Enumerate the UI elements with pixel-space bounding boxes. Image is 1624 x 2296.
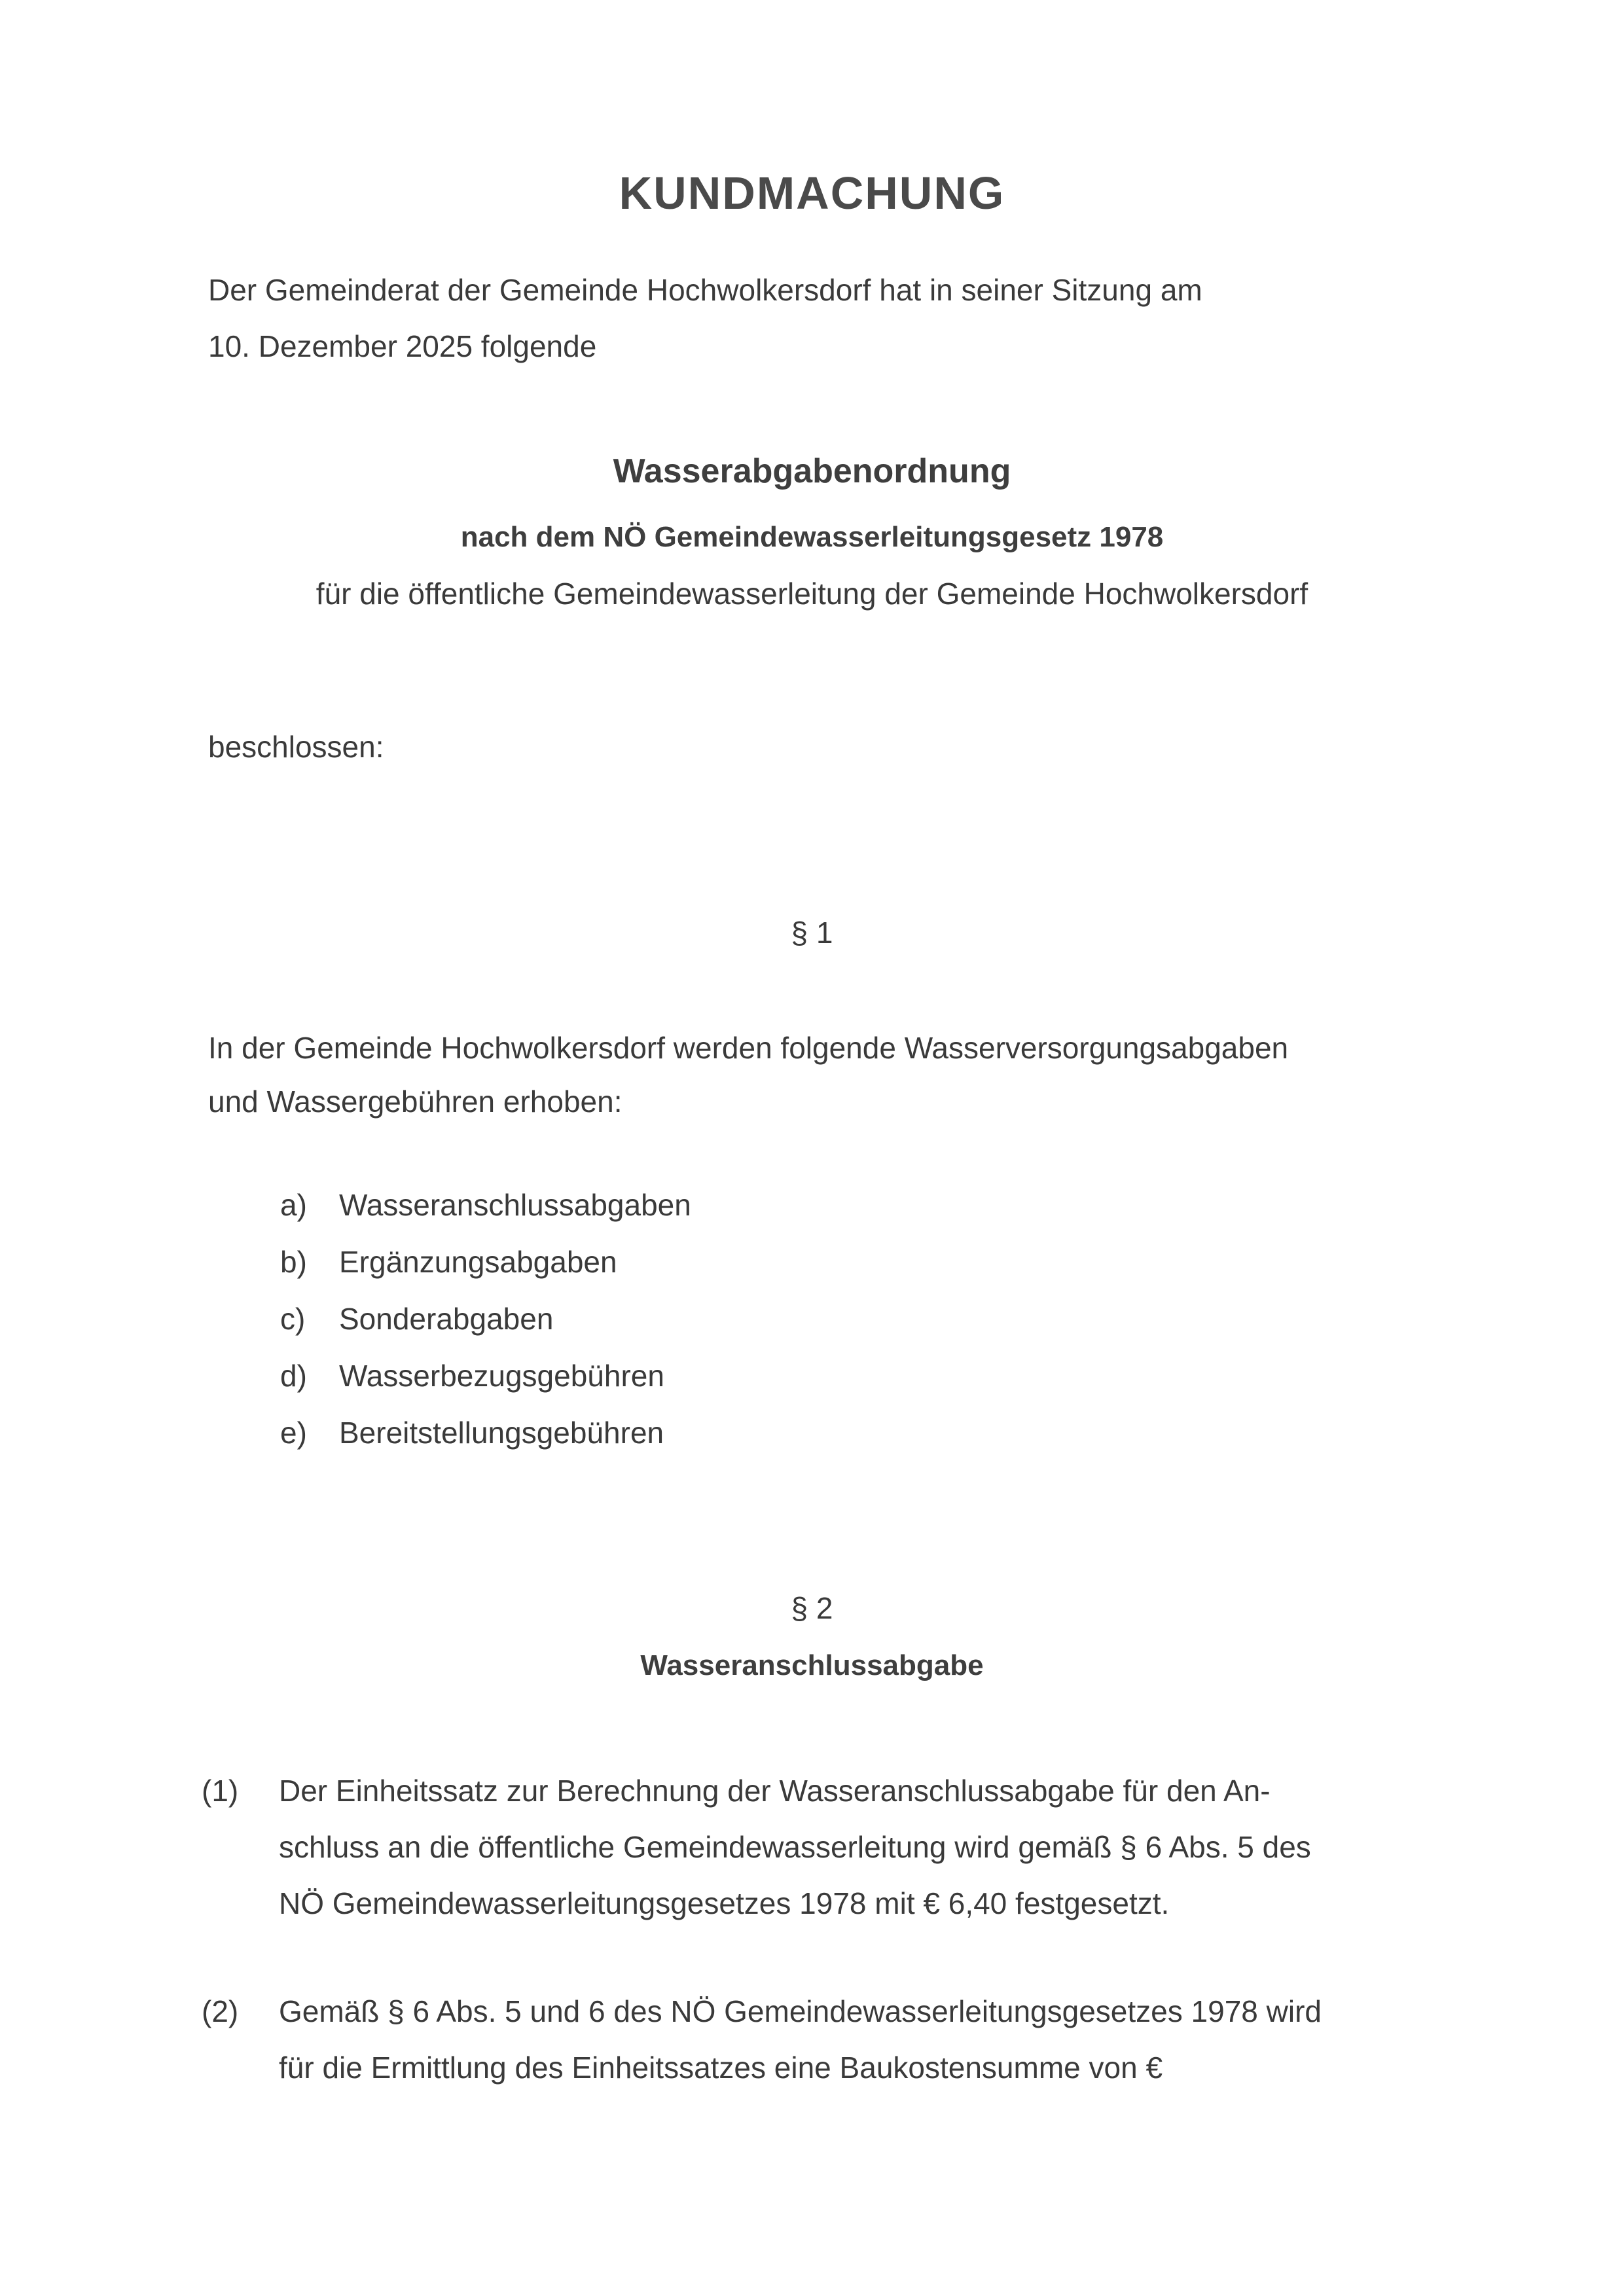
- list-item: [280, 1405, 691, 1462]
- ordinance-description: für die öffentliche Gemeindewasserleitung der Gemeinde Hochwolkersdorf: [316, 577, 1308, 611]
- list-item-letter: b): [280, 1245, 307, 1279]
- paragraph-line: schluss an die öffentliche Gemeindewasserleitung wird gemäß § 6 Abs. 5 des: [279, 1830, 1311, 1864]
- resolved-text: beschlossen:: [208, 730, 384, 764]
- list-item-letter: c): [280, 1302, 306, 1336]
- paragraph-line: Gemäß § 6 Abs. 5 und 6 des NÖ Gemeindewasserleitungsgesetzes 1978 wird: [279, 1994, 1322, 2028]
- list-item: [280, 1291, 691, 1348]
- list-item: [280, 1348, 691, 1405]
- list-item-label: Wasseranschlussabgaben: [339, 1188, 691, 1222]
- intro-line-1: Der Gemeinderat der Gemeinde Hochwolkersdorf hat in seiner Sitzung am: [208, 273, 1202, 307]
- paragraph-line: für die Ermittlung des Einheitssatzes eine Baukostensumme von €: [279, 2051, 1163, 2085]
- ordinance-title: Wasserabgabenordnung: [613, 452, 1011, 490]
- list-item-label: Sonderabgaben: [339, 1302, 554, 1336]
- list-item: [280, 1234, 691, 1291]
- section-1-text-line-2: und Wassergebühren erhoben:: [208, 1085, 623, 1119]
- section-1-text-line-1: In der Gemeinde Hochwolkersdorf werden folgende Wasserversorgungsabgaben: [208, 1031, 1289, 1065]
- document-title: KUNDMACHUNG: [619, 168, 1005, 219]
- section-2-heading: § 2: [791, 1591, 833, 1625]
- list-item: [280, 1177, 691, 1234]
- paragraph-1: [202, 1763, 1496, 1931]
- paragraph-line: NÖ Gemeindewasserleitungsgesetzes 1978 mit € 6,40 festgesetzt.: [279, 1886, 1170, 1920]
- list-item-letter: a): [280, 1188, 307, 1222]
- list-item-label: Ergänzungsabgaben: [339, 1245, 617, 1279]
- fees-list: [280, 1177, 691, 1462]
- paragraph-line: Der Einheitssatz zur Berechnung der Wasseranschlussabgabe für den An-: [279, 1774, 1271, 1808]
- list-item-label: Bereitstellungsgebühren: [339, 1416, 664, 1450]
- list-item-letter: d): [280, 1359, 307, 1393]
- list-item-label: Wasserbezugsgebühren: [339, 1359, 664, 1393]
- section-1-heading: § 1: [791, 916, 833, 950]
- section-2-title: Wasseranschlussabgabe: [640, 1649, 984, 1681]
- paragraph-number: (2): [202, 1994, 239, 2028]
- paragraph-text: [279, 1983, 1496, 2096]
- paragraph-2: [202, 1983, 1496, 2096]
- paragraph-text: [279, 1763, 1496, 1931]
- list-item-letter: e): [280, 1416, 307, 1450]
- ordinance-subtitle: nach dem NÖ Gemeindewasserleitungsgesetz 1978: [460, 521, 1164, 553]
- intro-line-2: 10. Dezember 2025 folgende: [208, 329, 597, 363]
- paragraph-number: (1): [202, 1774, 239, 1808]
